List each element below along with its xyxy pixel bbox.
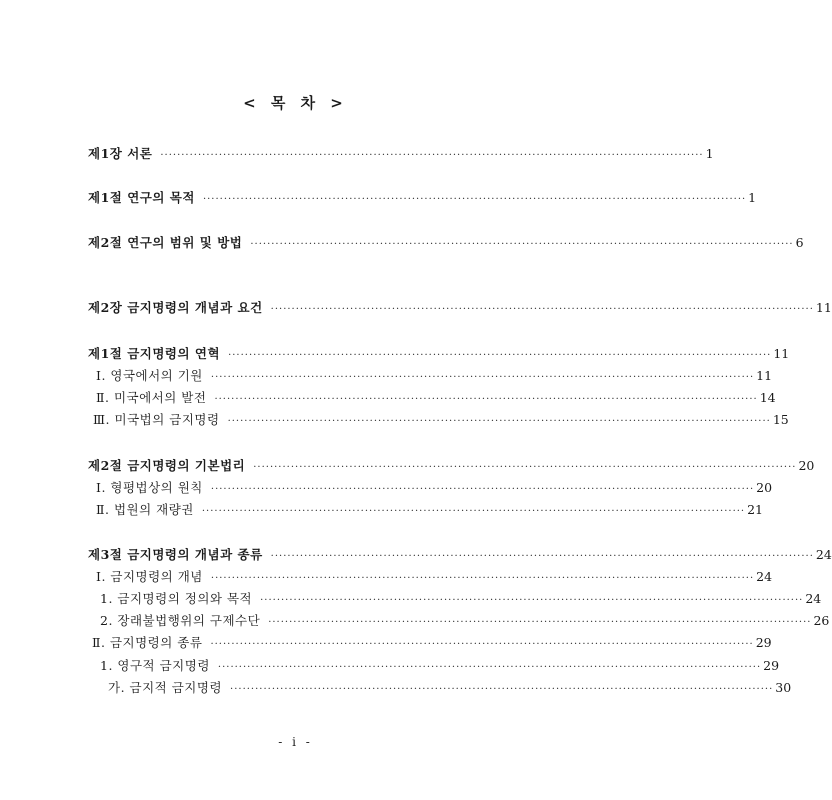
toc-entry-page: 14 <box>759 390 776 405</box>
leader-dots: ·································································································································· <box>253 462 797 473</box>
toc-entry-label: 제3절 금지명령의 개념과 종류 <box>88 547 263 562</box>
toc-entry-label: Ⅲ. 미국법의 금지명령 <box>93 412 220 427</box>
toc-entry-label: 1. 영구적 금지명령 <box>100 658 210 673</box>
leader-dots: ·································································································································· <box>210 372 755 383</box>
leader-dots: ·································································································································· <box>201 506 746 517</box>
toc-entry-label: 제1절 연구의 목적 <box>88 190 195 205</box>
leader-dots: ·································································································································· <box>217 662 762 673</box>
leader-dots: ·································································································································· <box>202 194 747 205</box>
page-title: < 목 차 > <box>243 94 348 112</box>
toc-entry <box>0 366 773 384</box>
toc-entry-page: 15 <box>772 412 789 427</box>
toc-entry <box>0 678 792 696</box>
toc-entry-label: Ⅱ. 금지명령의 종류 <box>92 635 203 650</box>
toc-entry-label: 제1장 서론 <box>88 146 153 161</box>
toc-entry <box>0 410 789 428</box>
toc-entry <box>0 589 822 607</box>
toc-entry-page: 30 <box>775 680 792 695</box>
toc-entry-page: 20 <box>756 480 773 495</box>
toc-entry-label: Ⅰ. 영국에서의 기원 <box>96 368 203 383</box>
leader-dots: ·································································································································· <box>270 304 814 315</box>
page-footer: - i - <box>278 735 313 749</box>
toc-entry <box>0 500 764 518</box>
toc-entry-page: 1 <box>705 146 714 161</box>
leader-dots: ·································································································································· <box>270 551 814 562</box>
toc-entry-label: 2. 장래불법행위의 구제수단 <box>100 613 261 628</box>
leader-dots: ·································································································································· <box>268 617 812 628</box>
toc-entry <box>0 144 714 162</box>
leader-dots: ·································································································································· <box>210 639 754 650</box>
toc-entry-page: 24 <box>815 547 832 562</box>
toc-entry-page: 21 <box>747 502 764 517</box>
leader-dots: ·································································································································· <box>210 573 755 584</box>
toc-entry-label: 제2장 금지명령의 개념과 요건 <box>88 300 263 315</box>
toc-entry <box>0 298 832 316</box>
leader-dots: ·································································································································· <box>230 684 774 695</box>
toc-entry <box>0 233 804 251</box>
toc-entry-page: 1 <box>748 190 757 205</box>
toc-entry <box>0 656 780 674</box>
toc-entry-page: 29 <box>763 658 780 673</box>
leader-dots: ·································································································································· <box>228 350 772 361</box>
toc-entry-label: 제1절 금지명령의 연혁 <box>88 346 221 361</box>
leader-dots: ·································································································································· <box>227 416 771 427</box>
leader-dots: ·································································································································· <box>250 239 794 250</box>
toc-entry-label: Ⅰ. 금지명령의 개념 <box>96 569 203 584</box>
toc-entry <box>0 456 815 474</box>
toc-entry-label: Ⅰ. 형평법상의 원칙 <box>96 480 203 495</box>
toc-entry <box>0 478 773 496</box>
toc-entry-page: 24 <box>756 569 773 584</box>
leader-dots: ·································································································································· <box>210 484 755 495</box>
toc-entry <box>0 188 757 206</box>
toc-entry-page: 24 <box>805 591 822 606</box>
leader-dots: ·································································································································· <box>260 595 804 606</box>
toc-entry-page: 11 <box>756 368 773 383</box>
leader-dots: ·································································································································· <box>160 150 704 161</box>
toc-entry <box>0 567 773 585</box>
toc-entry-page: 26 <box>813 613 830 628</box>
toc-entry-page: 20 <box>798 458 815 473</box>
toc-entry-page: 11 <box>773 346 790 361</box>
toc-entry-page: 11 <box>815 300 832 315</box>
toc-entry-label: 1. 금지명령의 정의와 목적 <box>100 591 253 606</box>
toc-entry-label: 제2절 금지명령의 기본법리 <box>88 458 246 473</box>
toc-entry-label: 제2절 연구의 범위 및 방법 <box>88 235 243 250</box>
toc-entry <box>0 388 776 406</box>
toc-entry <box>0 611 830 629</box>
toc-entry <box>0 633 772 651</box>
toc-entry-page: 6 <box>795 235 804 250</box>
leader-dots: ·································································································································· <box>214 394 758 405</box>
toc-entry-label: Ⅱ. 법원의 재량권 <box>96 502 194 517</box>
toc-entry-label: 가. 금지적 금지명령 <box>108 680 223 695</box>
toc-entry-label: Ⅱ. 미국에서의 발전 <box>96 390 207 405</box>
toc-entry <box>0 344 790 362</box>
toc-entry-page: 29 <box>755 635 772 650</box>
toc-entry <box>0 545 832 563</box>
